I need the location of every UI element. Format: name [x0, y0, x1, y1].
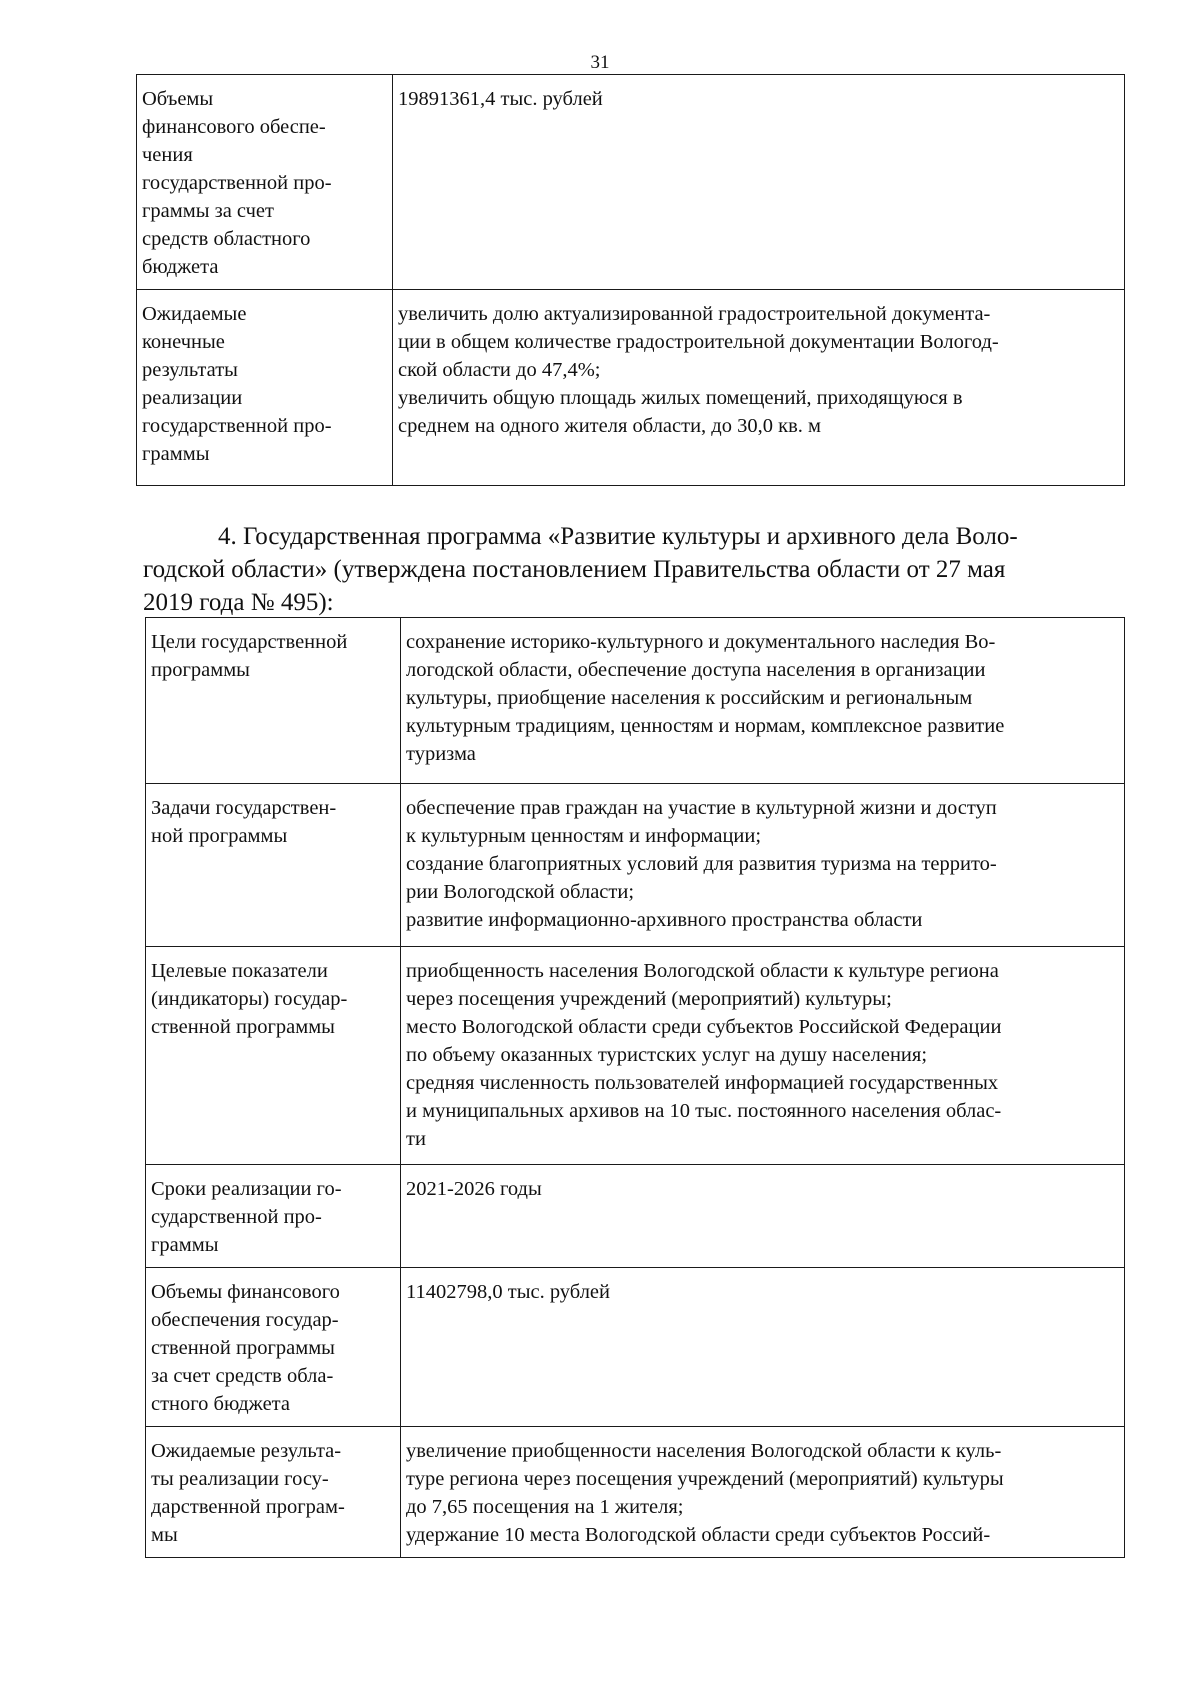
row-label-goals: Цели государственной программы — [146, 618, 401, 784]
row-value-funding: 11402798,0 тыс. рублей — [401, 1268, 1125, 1427]
table-row — [146, 784, 1125, 947]
row-value-indicators: приобщенность населения Вологодской области к культуре региона через посещения учреждений (мероприятий) культуры; место Вологодской области среди субъектов Российской Федерации по объему оказанных туристских услуг на душу населения; средняя численность пользователей информацией государственных и муниципальных архивов на 10 тыс. постоянного населения облас- ти — [401, 947, 1125, 1165]
table-row — [137, 75, 1125, 290]
row-value-expected-results: увеличить долю актуализированной градостроительной документа- ции в общем количестве градостроительной документации Вологод- ской области до 47,4%; увеличить общую площадь жилых помещений, приходящуюся в среднем на одного жителя области, до 30,0 кв. м — [393, 290, 1125, 486]
passport-table-previous-program — [136, 74, 1125, 486]
row-label-indicators: Целевые показатели (индикаторы) государ- ственной программы — [146, 947, 401, 1165]
row-value-tasks: обеспечение прав граждан на участие в культурной жизни и доступ к культурным ценностям и информации; создание благоприятных условий для развития туризма на террито- рии Вологодской области; развитие информационно-архивного пространства области — [401, 784, 1125, 947]
table-row — [146, 1427, 1125, 1558]
row-value-expected-results: увеличение приобщенности населения Вологодской области к куль- туре региона через посещения учреждений (мероприятий) культуры до 7,65 посещения на 1 жителя; удержание 10 места Вологодской области среди субъектов Россий- — [401, 1427, 1125, 1558]
section-heading: 4. Государственная программа «Развитие культуры и архивного дела Воло- годской области» (утверждена постановлением Правительства области от 27 мая 2019 года № 495): — [143, 523, 1018, 616]
page-number: 31 — [590, 52, 610, 73]
table-row — [137, 290, 1125, 486]
row-label-tasks: Задачи государствен- ной программы — [146, 784, 401, 947]
table-row — [146, 1165, 1125, 1268]
table-row — [146, 1268, 1125, 1427]
row-value-goals: сохранение историко-культурного и документального наследия Во- логодской области, обеспечение доступа населения в организации культуры, приобщение населения к российским и региональным культурным традициям, ценностям и нормам, комплексное развитие туризма — [401, 618, 1125, 784]
row-value-period: 2021-2026 годы — [401, 1165, 1125, 1268]
row-label-expected-results: Ожидаемые результа- ты реализации госу- дарственной програм- мы — [146, 1427, 401, 1558]
row-label-expected-results: Ожидаемые конечные результаты реализации государственной про- граммы — [137, 290, 393, 486]
row-label-funding: Объемы финансового обеспечения государ- ственной программы за счет средств обла- стного бюджета — [146, 1268, 401, 1427]
table-row — [146, 618, 1125, 784]
row-label-funding: Объемы финансового обеспе- чения государственной про- граммы за счет средств областного бюджета — [137, 75, 393, 290]
row-value-funding: 19891361,4 тыс. рублей — [393, 75, 1125, 290]
table-row — [146, 947, 1125, 1165]
row-label-period: Сроки реализации го- сударственной про- граммы — [146, 1165, 401, 1268]
passport-table-culture-program — [145, 617, 1125, 1558]
